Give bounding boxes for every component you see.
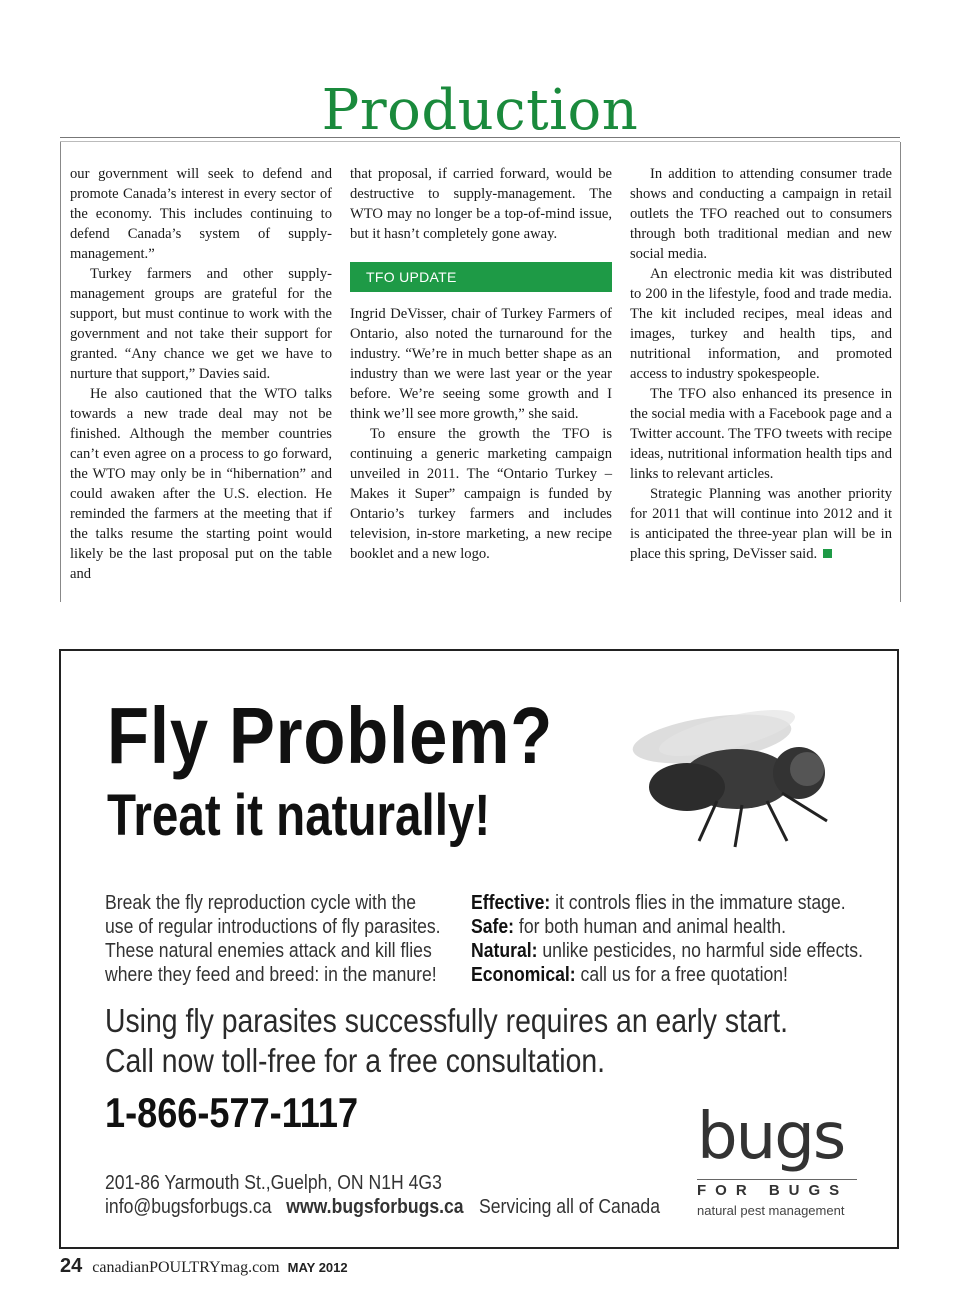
logo-tagline: natural pest management	[697, 1203, 845, 1218]
ad-website: www.bugsforbugs.ca	[286, 1196, 464, 1218]
ad-description-line: Break the fly reproduction cycle with the	[105, 892, 417, 914]
fly-icon	[617, 701, 847, 851]
paragraph: our government will seek to defend and promote Canada’s interest in every sector of the economy. This includes continuing to defend Canada’s system of supply-management.”	[70, 166, 332, 262]
ad-subheadline: Treat it naturally!	[107, 783, 491, 848]
paragraph: To ensure the growth the TFO is continuing a generic marketing campaign unveiled in 2011. The “Ontario Turkey – Makes it Super” campaign is funded by Ontario’s turkey farmers and includes television, in-store marketing, a new recipe booklet and a new logo.	[350, 426, 612, 562]
paragraph: An electronic media kit was distributed to 200 in the lifestyle, food and trade media. The kit included recipes, meal ideas and images, turkey and health tips, and nutritional information, and promoted access to industry spokespeople.	[630, 266, 892, 382]
page-footer	[60, 1254, 348, 1280]
tfo-update-heading: TFO UPDATE	[350, 262, 612, 292]
benefit-label: Effective:	[471, 892, 551, 914]
benefit-label: Natural:	[471, 940, 538, 962]
ad-callout-line: Using fly parasites successfully requires an early start.	[105, 1002, 788, 1039]
benefit-item	[471, 891, 849, 915]
ad-servicing: Servicing all of Canada	[479, 1196, 661, 1218]
article-column-3	[630, 164, 892, 564]
benefit-text: call us for a free quotation!	[575, 964, 788, 986]
header-rule	[60, 137, 900, 138]
footer-issue-date: MAY 2012	[287, 1260, 348, 1275]
benefit-item	[471, 915, 849, 939]
benefit-text: for both human and animal health.	[514, 916, 787, 938]
paragraph: The TFO also enhanced its presence in the social media with a Facebook page and a Twitter account. The TFO tweets with recipe ideas, nutritional information health tips and links to relevant articles.	[630, 386, 892, 482]
ad-phone-number: 1-866-577-1117	[105, 1089, 359, 1136]
header-rule-secondary	[60, 141, 900, 142]
ad-callout	[105, 1001, 788, 1081]
footer-site: canadianPOULTRYmag.com	[92, 1259, 280, 1276]
ad-headline: Fly Problem?	[107, 691, 554, 780]
end-of-article-icon	[823, 549, 832, 558]
article-column-2	[350, 164, 612, 564]
ad-description-line: use of regular introductions of fly parasites.	[105, 916, 441, 938]
article-column-1	[70, 164, 332, 584]
ad-description	[105, 891, 441, 987]
ad-contact	[105, 1171, 464, 1219]
benefit-item	[471, 963, 849, 987]
ad-address: 201-86 Yarmouth St.,Guelph, ON N1H 4G3	[105, 1172, 442, 1194]
paragraph: He also cautioned that the WTO talks towards a new trade deal may not be finished. Although the member countries can’t even agree on a process to go forward, the WTO may only be in “hibernation” and could awaken after the U.S. election. He reminded the farmers at the meeting that if the talks resume the starting point would likely be the last proposal put on the table and	[70, 386, 332, 582]
column-border-right	[900, 142, 901, 602]
benefit-item	[471, 939, 863, 963]
paragraph: Turkey farmers and other supply-management groups are grateful for the support, but must continue to work with the government and not take their support for granted. “Any chance we get we have to nurture that support,” Davies said.	[70, 266, 332, 382]
ad-description-line: These natural enemies attack and kill flies	[105, 940, 432, 962]
paragraph: In addition to attending consumer trade shows and conducting a campaign in retail outlets the TFO reached out to consumers through both traditional median and new social media.	[630, 166, 892, 262]
benefit-label: Safe:	[471, 916, 515, 938]
ad-email: info@bugsforbugs.ca	[105, 1196, 272, 1218]
ad-description-line: where they feed and breed: in the manure!	[105, 964, 437, 986]
ad-benefits	[471, 891, 863, 987]
benefit-text: it controls flies in the immature stage.	[550, 892, 846, 914]
paragraph: that proposal, if carried forward, would be destructive to supply-management. The WTO may no longer be a top-of-mind issue, but it hasn’t completely gone away.	[350, 166, 612, 242]
paragraph-final	[630, 484, 892, 564]
advertisement	[59, 649, 899, 1249]
column-border-left	[60, 142, 61, 602]
ad-callout-line: Call now toll-free for a free consultation.	[105, 1042, 606, 1079]
paragraph: Ingrid DeVisser, chair of Turkey Farmers of Ontario, also noted the turnaround for the industry. “We’re in much better shape as an industry than we were last year or the year before. We’re seeing some growth and I think we’ll see more growth,” she said.	[350, 306, 612, 422]
page-number: 24	[60, 1255, 83, 1277]
benefit-text: unlike pesticides, no harmful side effects.	[537, 940, 863, 962]
section-title: Production	[321, 78, 639, 143]
bugs-for-bugs-logo	[697, 1100, 857, 1218]
logo-for-bugs: FOR BUGS	[697, 1179, 857, 1199]
paragraph-text: Strategic Planning was another priority for 2011 that will continue into 2012 and it is anticipated the three-year plan will be in place this spring, DeVisser said.	[630, 486, 892, 562]
logo-word: bugs	[697, 1100, 845, 1174]
benefit-label: Economical:	[471, 964, 576, 986]
